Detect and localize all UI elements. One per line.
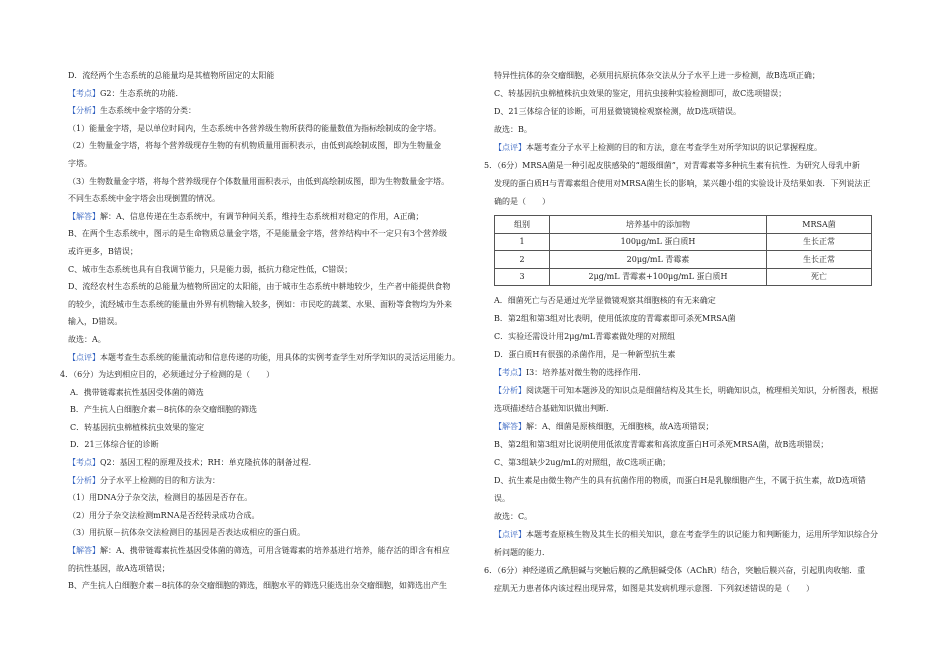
text-line [484, 139, 904, 157]
text-line [60, 524, 470, 542]
line-text: （3）生物数量金字塔，将每个营养级现存个体数量用面积表示，由低到高绘制成图，即为生物数量金字塔。 [68, 176, 450, 186]
line-text: 本题考查生态系统的能量流动和信息传递的功能，用具体的实例考查学生对所学知识的灵活运用能力。 [100, 352, 460, 362]
line-text: 输入，D错误。 [68, 317, 123, 327]
line-text: 的抗性基因，故A选项错误； [68, 563, 170, 573]
table-cell: 100μg/mL 蛋白质H [550, 233, 767, 251]
text-line [484, 472, 904, 490]
text-line [60, 120, 470, 138]
table-cell: 死亡 [767, 268, 872, 286]
section-tag: 【点评】 [494, 143, 526, 152]
line-text: B、在两个生态系统中，图示的是生命物质总量金字塔，不是能量金字塔，营养结构中不一定只有3个营养级 [68, 229, 447, 239]
line-text: 故选：B。 [494, 125, 532, 134]
text-line [60, 190, 470, 208]
line-text: C．转基因抗虫棉植株抗虫效果的鉴定 [70, 422, 205, 432]
section-tag: 【解答】 [68, 546, 100, 556]
text-line [60, 261, 470, 279]
text-line [484, 580, 904, 598]
text-line [484, 454, 904, 472]
line-text: 解：A、信息传递在生态系统中，有调节种间关系，维持生态系统相对稳定的作用，A正确； [100, 211, 424, 221]
section-tag: 【分析】 [68, 106, 100, 116]
table-cell: 3 [495, 268, 550, 286]
line-text: 本题考查分子水平上检测的目的和方法，意在考查学生对所学知识的识记掌握程度。 [526, 143, 822, 152]
line-text: D．21三体综合征的诊断 [70, 440, 159, 450]
text-line [484, 346, 904, 364]
line-text: （1）能量金字塔，是以单位时间内，生态系统中各营养级生物所获得的能量数值为指标绘制成的金字塔。 [68, 123, 442, 133]
line-text: 分子水平上检测的目的和方法为： [100, 475, 220, 485]
text-line [60, 542, 470, 560]
text-line [484, 292, 904, 310]
line-text: 4．（6分）为达到相应目的，必须通过分子检测的是（ ） [60, 370, 275, 380]
table-header: MRSA菌 [767, 216, 872, 234]
line-text: C、转基因抗虫棉植株抗虫效果的鉴定，用抗虫接种实验检测即可，故C选项错误； [494, 89, 787, 98]
text-line [60, 208, 470, 226]
right-column [484, 67, 904, 598]
table-header: 组别 [495, 216, 550, 234]
text-line [60, 436, 470, 454]
line-text: 发现的蛋白质H与青霉素组合使用对MRSA菌生长的影响，某兴趣小组的实验设计及结果如表．下列说法正 [494, 179, 871, 188]
line-text: G2：生态系统的功能． [100, 88, 184, 98]
text-line [484, 103, 904, 121]
text-line [484, 526, 904, 544]
text-line [484, 508, 904, 526]
line-text: D、流经农村生态系统的总能量为植物所固定的太阳能，由于城市生态系统中耕地较少，生产者中能提供食物 [68, 282, 451, 292]
line-text: B、第2组和第3组对比说明使用低浓度青霉素和高浓度蛋白H可杀死MRSA菌，故B选项错误； [494, 440, 829, 449]
text-line [484, 490, 904, 508]
line-text: 解：A、细菌是原核细胞，无细胞核，故A选项错误； [526, 422, 714, 431]
line-text: 故选：C。 [494, 512, 533, 521]
line-text: 字塔。 [68, 158, 92, 168]
line-text: D．流经两个生态系统的总能量均是其植物所固定的太阳能 [68, 71, 275, 80]
text-line [60, 278, 470, 296]
line-text: B．第2组和第3组对比表明，使用低浓度的青霉素即可杀死MRSA菌 [494, 314, 736, 323]
line-text: 析问题的能力． [494, 548, 550, 557]
table-cell: 2μg/mL 青霉素+100μg/mL 蛋白质H [550, 268, 767, 286]
text-line [60, 472, 470, 490]
text-line [60, 243, 470, 261]
text-line [484, 400, 904, 418]
table-cell: 20μg/mL 青霉素 [550, 251, 767, 269]
table-cell: 2 [495, 251, 550, 269]
line-text: 的较少，流经城市生态系统的能量由外界有机物输入较多，例如：市民吃的蔬菜、水果、面粉等食物均为外来 [68, 299, 452, 309]
text-line [60, 137, 470, 155]
section-tag: 【考点】 [68, 88, 100, 98]
line-text: 生态系统中金字塔的分类： [100, 106, 196, 116]
text-line [60, 366, 470, 384]
text-line [60, 313, 470, 331]
text-line [484, 67, 904, 85]
line-text: B、产生抗人白细胞介素－8抗体的杂交瘤细胞的筛选，细胞水平的筛选只能选出杂交瘤细胞，如筛选出产生 [68, 581, 447, 591]
text-line [60, 489, 470, 507]
line-text: I3：培养基对微生物的选择作用． [526, 368, 647, 377]
table-row [495, 251, 872, 269]
line-text: 解：A、携带链霉素抗性基因受体菌的筛选，可用含链霉素的培养基进行培养，能存活的即含有相应 [100, 546, 450, 556]
text-line [60, 577, 470, 595]
line-text: 不同生态系统中金字塔会出现倒置的情况。 [68, 194, 220, 204]
right-top-text [484, 67, 904, 211]
text-line [484, 562, 904, 580]
table-cell: 生长正常 [767, 233, 872, 251]
left-column [60, 67, 470, 595]
line-text: （2）生物量金字塔，将每个营养级现存生物的有机物质量用面积表示，由低到高绘制成图，即为生物量金 [68, 141, 442, 151]
text-line [60, 67, 470, 85]
line-text: 症肌无力患者体内该过程出现异常，如图是其发病机理示意图．下列叙述错误的是（ ） [494, 584, 814, 593]
line-text: D、21三体综合征的诊断，可用显微镜镜检观察检测，故D选项错误。 [494, 107, 742, 116]
text-line [60, 349, 470, 367]
text-line [60, 85, 470, 103]
text-line [484, 85, 904, 103]
section-tag: 【点评】 [68, 352, 100, 362]
section-tag: 【点评】 [494, 530, 526, 539]
text-line [484, 121, 904, 139]
line-text: （2）用分子杂交法检测mRNA是否经转录成功合成。 [68, 510, 260, 520]
section-tag: 【考点】 [68, 458, 100, 468]
table-cell: 生长正常 [767, 251, 872, 269]
text-line [484, 193, 904, 211]
table-header: 培养基中的添加物 [550, 216, 767, 234]
line-text: B．产生抗人白细胞介素－8抗体的杂交瘤细胞的筛选 [70, 405, 257, 415]
line-text: 阅读题干可知本题涉及的知识点是细菌结构及其生长，明确知识点，梳理相关知识，分析图表，根据 [526, 386, 878, 395]
line-text: （3）用抗原－抗体杂交法检测目的基因是否表达成相应的蛋白质。 [68, 528, 306, 538]
text-line [484, 310, 904, 328]
line-text: C、第3组缺少2ug/mL的对照组，故C选项正确； [494, 458, 671, 467]
text-line [60, 331, 470, 349]
line-text: A．细菌死亡与否是通过光学显微镜观察其细胞核的有无来确定 [494, 296, 716, 305]
line-text: C．实验还需设计用2μg/mL青霉素做处理的对照组 [494, 332, 676, 341]
line-text: C、城市生态系统也具有自我调节能力，只是能力弱，抵抗力稳定性低，C错误； [68, 264, 353, 274]
text-line [484, 436, 904, 454]
section-tag: 【解答】 [494, 422, 526, 431]
experiment-table [494, 215, 872, 286]
text-line [484, 544, 904, 562]
text-line [60, 454, 470, 472]
section-tag: 【分析】 [68, 475, 100, 485]
text-line [484, 418, 904, 436]
table-row [495, 268, 872, 286]
line-text: 特异性抗体的杂交瘤细胞，必须用抗原抗体杂交法从分子水平上进一步检测，故B选项正确； [494, 71, 820, 80]
table-cell: 1 [495, 233, 550, 251]
text-line [484, 382, 904, 400]
text-line [60, 102, 470, 120]
text-line [60, 296, 470, 314]
text-line [60, 560, 470, 578]
line-text: 确的是（ ） [494, 197, 550, 206]
line-text: D．蛋白质H有很强的杀菌作用，是一种新型抗生素 [494, 350, 676, 359]
text-line [484, 328, 904, 346]
line-text: Q2：基因工程的原理及技术；RH：单克隆抗体的制备过程． [100, 458, 317, 468]
line-text: 误。 [494, 494, 510, 503]
table-row [495, 233, 872, 251]
line-text: （1）用DNA分子杂交法，检测目的基因是否存在。 [68, 493, 253, 503]
text-line [60, 419, 470, 437]
line-text: 本题考查原核生物及其生长的相关知识，意在考查学生的识记能力和判断能力，运用所学知识综合分 [526, 530, 878, 539]
line-text: A．携带链霉素抗性基因受体菌的筛选 [70, 387, 204, 397]
section-tag: 【分析】 [494, 386, 526, 395]
line-text: 5．（6分）MRSA菌是一种引起皮肤感染的“超级细菌”，对青霉素等多种抗生素有抗性．为研究人母乳中新 [484, 161, 860, 170]
text-line [60, 507, 470, 525]
line-text: 或许更多，B错误； [68, 246, 138, 256]
text-line [484, 175, 904, 193]
table-header-row [495, 216, 872, 234]
section-tag: 【解答】 [68, 211, 100, 221]
text-line [60, 384, 470, 402]
line-text: 选项描述结合基础知识做出判断． [494, 404, 614, 413]
line-text: 故选：A。 [68, 334, 106, 344]
text-line [60, 173, 470, 191]
text-line [60, 401, 470, 419]
line-text: 6．（6分）神经递质乙酰胆碱与突触后膜的乙酰胆碱受体（AChR）结合，突触后膜兴奋，引起肌肉收缩．重 [484, 566, 866, 575]
line-text: D、抗生素是由微生物产生的具有抗菌作用的物质，而蛋白H是乳腺细胞产生，不属于抗生素，故D选项错 [494, 476, 866, 485]
text-line [60, 225, 470, 243]
right-bottom-text [484, 292, 904, 598]
text-line [484, 364, 904, 382]
text-line [484, 157, 904, 175]
section-tag: 【考点】 [494, 368, 526, 377]
text-line [60, 155, 470, 173]
